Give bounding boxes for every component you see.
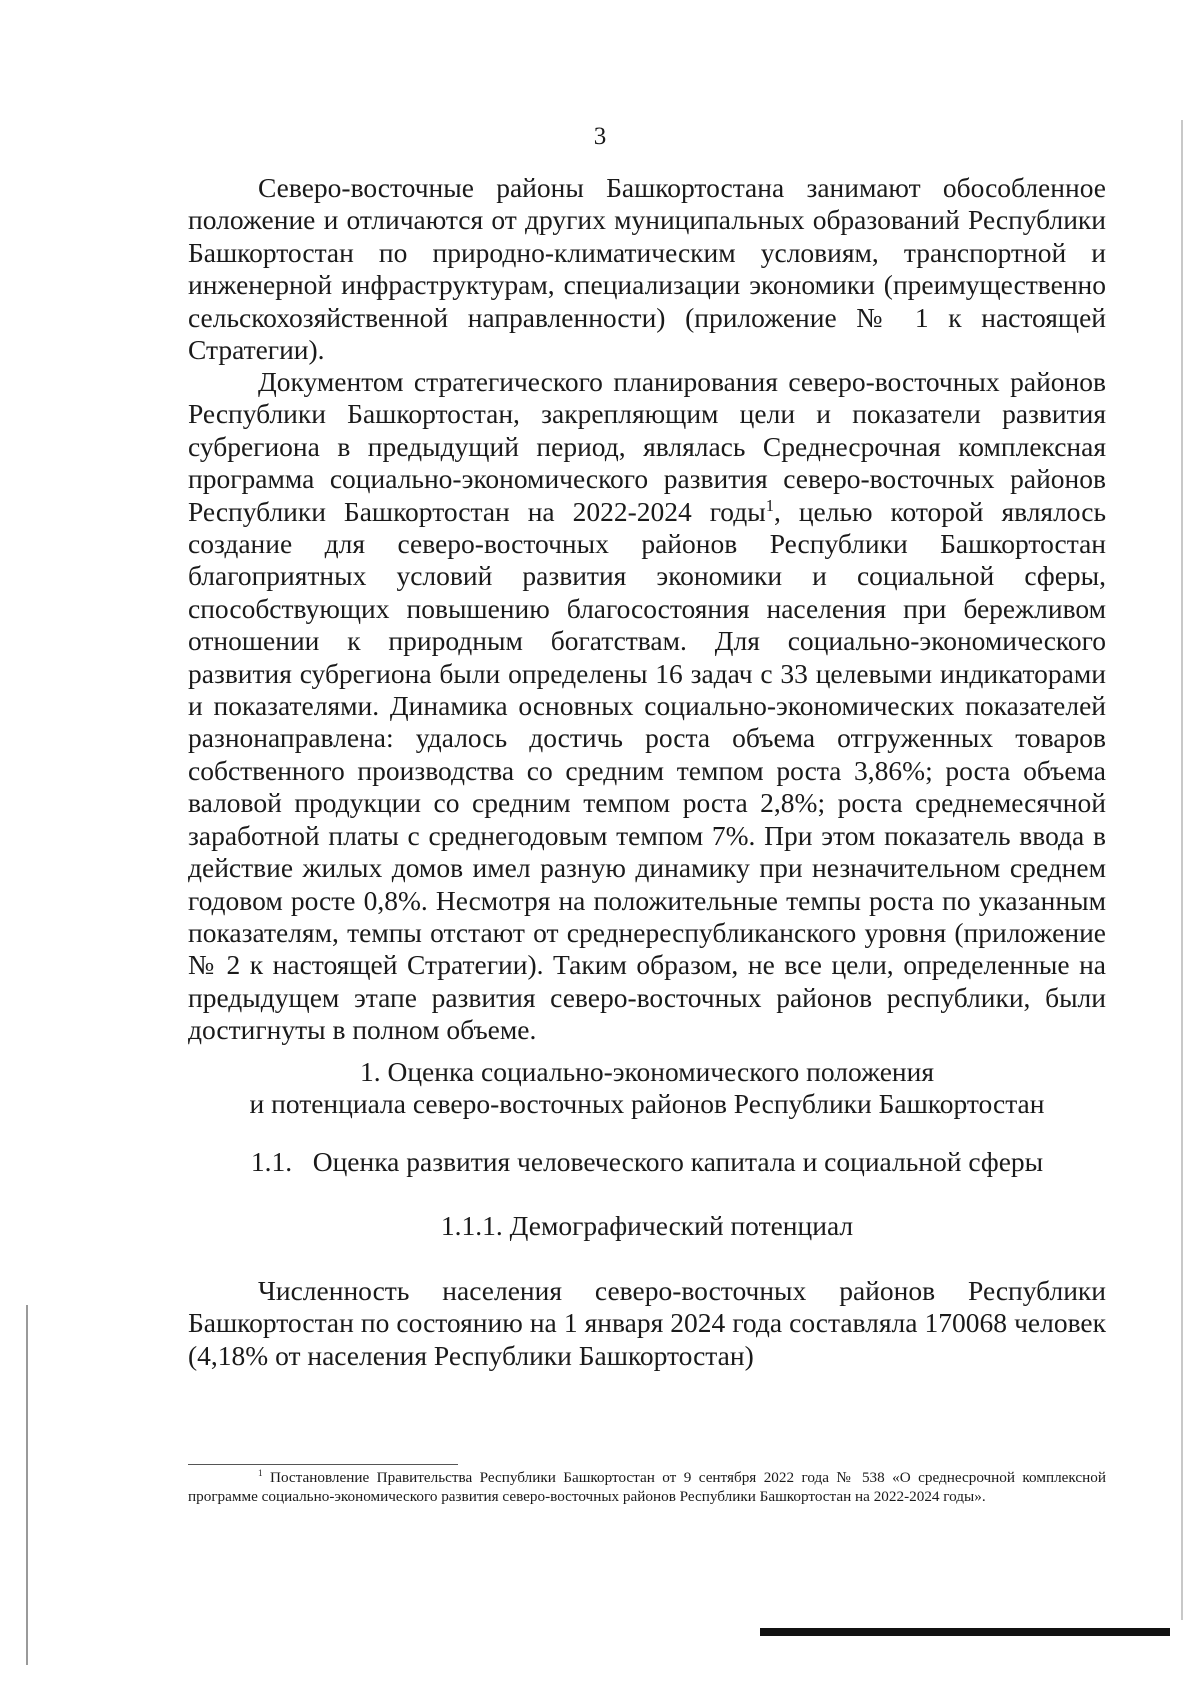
paragraph-intro: Северо-восточные районы Башкортостана занимают обособленное положение и отличаются от других муниципальных образований Республики Башкортостан по природно-климатическим условиям, транспортной и инженерной инфраструктурам, специализации экономики (преимущественно сельскохозяйственной направленности) (приложение № 1 к настоящей Стратегии).	[188, 172, 1106, 366]
page-number: 3	[593, 123, 607, 150]
footnote-reference: 1	[765, 495, 774, 515]
paragraph-previous-program	[188, 366, 1106, 1047]
scan-edge-left	[26, 1305, 28, 1665]
scan-artifact-bar	[760, 1628, 1170, 1636]
subsection-heading: 1.1. Оценка развития человеческого капитала и социальной сферы	[250, 1146, 1044, 1177]
subsubsection-heading: 1.1.1. Демографический потенциал	[440, 1210, 854, 1241]
footnote-separator	[188, 1464, 458, 1465]
section-heading-line1: 1. Оценка социально-экономического положения	[359, 1056, 934, 1087]
footnote-text: Постановление Правительства Республики Башкортостан от 9 сентября 2022 года № 538 «О среднесрочной комплексной программе социально-экономического развития северо-восточных районов Республики Башкортостан на 2022-2024 годы».	[188, 1469, 1106, 1505]
scan-edge-right	[1181, 120, 1183, 1620]
section-heading-line2: и потенциала северо-восточных районов Республики Башкортостан	[249, 1088, 1045, 1119]
paragraph-previous-program-part1: Документом стратегического планирования северо-восточных районов Республики Башкортостан, закрепляющим цели и показатели развития субрегиона в предыдущий период, являлась Среднесрочная комплексная программа социально-экономического развития северо-восточных районов Республики Башкортостан на 2022-2024 годы	[188, 366, 1106, 527]
paragraph-previous-program-part2: , целью которой являлось создание для северо-восточных районов Республики Башкортостан благоприятных условий развития экономики и социальной сферы, способствующих повышению благосостояния населения при бережливом отношении к природным богатствам. Для социально-экономического развития субрегиона были определены 16 задач с 33 целевыми индикаторами и показателями. Динамика основных социально-экономических показателей разнонаправлена: удалось достичь роста объема отгруженных товаров собственного производства со средним темпом роста 3,86%; роста объема валовой продукции со средним темпом роста 2,8%; роста среднемесячной заработной платы с среднегодовым темпом 7%. При этом показатель ввода в действие жилых домов имел разную динамику при незначительном среднем годовом росте 0,8%. Несмотря на положительные темпы роста по указанным показателям, темпы отстают от среднереспубликанского уровня (приложение № 2 к настоящей Стратегии). Таким образом, не все цели, определенные на предыдущем этапе развития северо-восточных районов республики, были достигнуты в полном объеме.	[188, 495, 1106, 1046]
footnote	[188, 1468, 1106, 1506]
section-heading	[188, 1056, 1106, 1120]
paragraph-population: Численность населения северо-восточных районов Республики Башкортостан по состоянию на 1 января 2024 года составляла 170068 человек (4,18% от населения Республики Башкортостан)	[188, 1275, 1106, 1371]
footnote-marker: 1	[258, 1467, 263, 1478]
